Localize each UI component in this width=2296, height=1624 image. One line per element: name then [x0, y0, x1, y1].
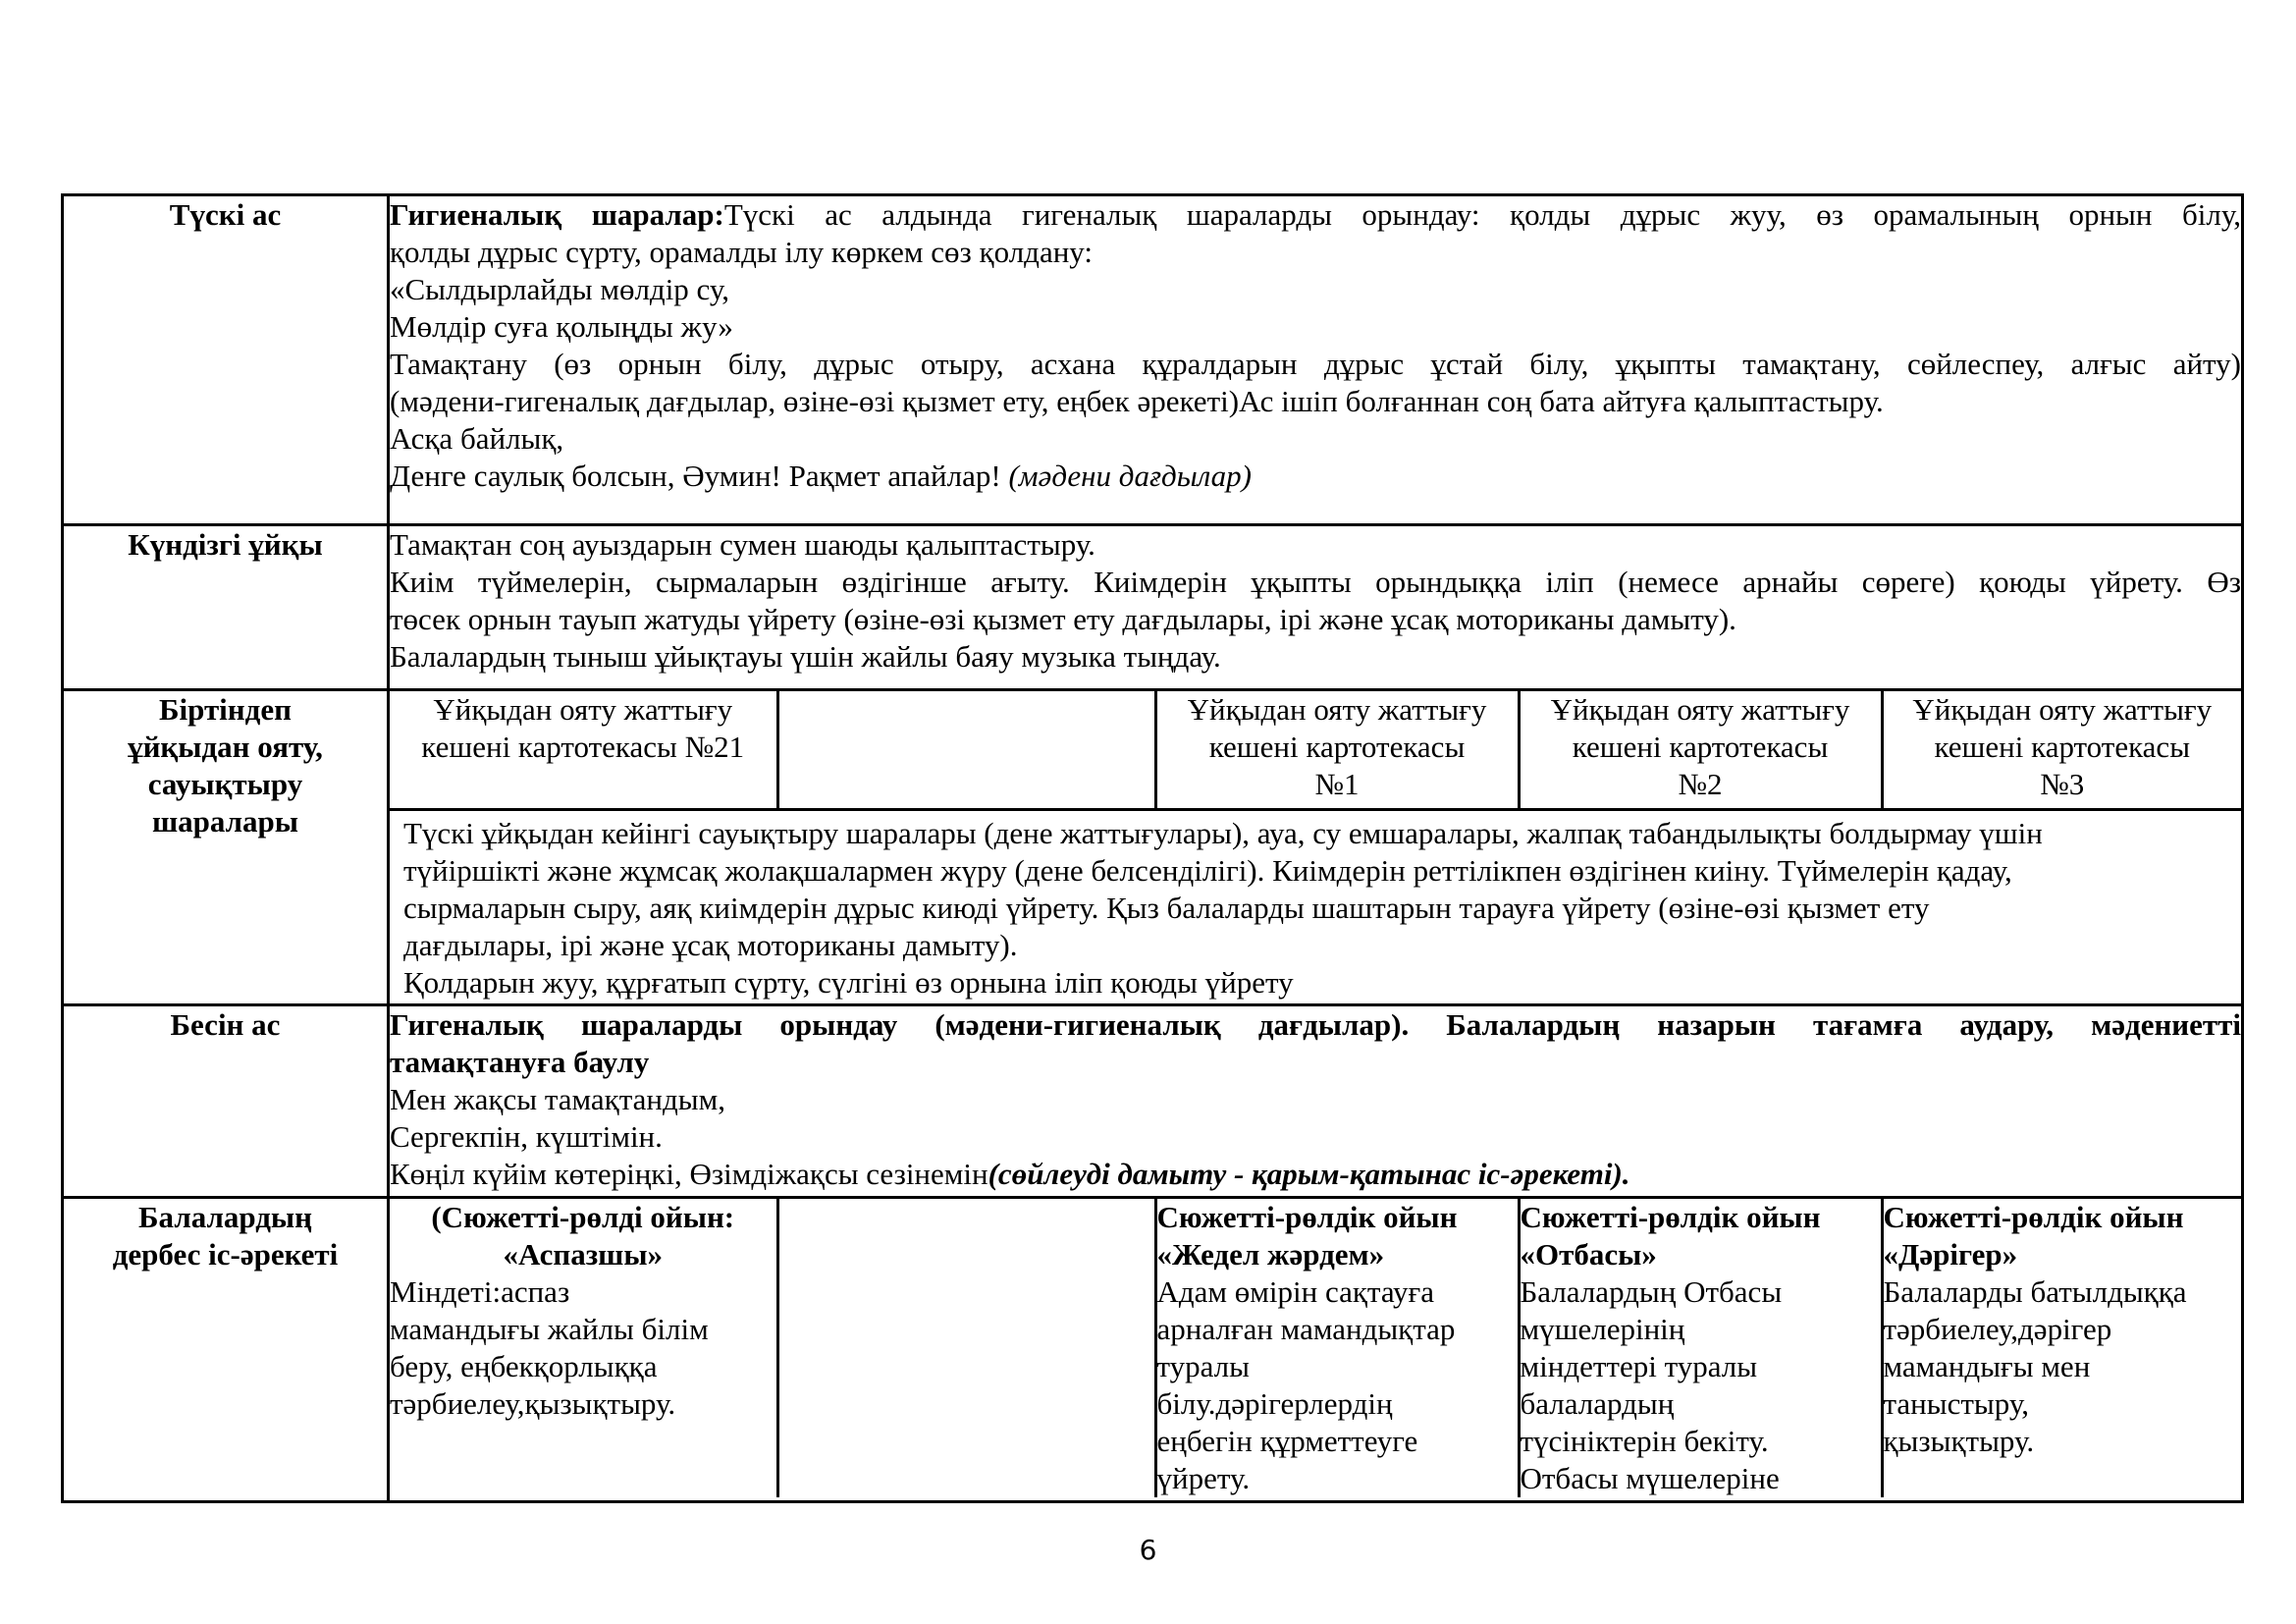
exercise-card-21: Ұйқыдан ояту жаттығу кешені картотекасы №21 — [390, 691, 777, 809]
wakeup-measures: Түскі ұйқыдан кейінгі сауықтыру шаралары (дене жаттығулары), ауа, су емшаралары, жалпақ табандылықты болдырмау үшін түйіршікті және жұмсақ жолақшалармен жүру (дене белсенділігі). Киімдерін реттілікпен өздігінен киіну. Түймелерін қадау, сырмаларын сыру, аяқ киімдерін дұрыс киюді үйрету. Қыз балаларды шаштарын тарауға үйрету (өзіне-өзі қызмет ету дағдылары, ірі және ұсақ моториканы дамыту). Қолдарын жуу, құрғатып сүрту, сүлгіні өз орнына іліп қоюды үйрету — [403, 815, 2043, 1000]
game-empty — [777, 1199, 1155, 1497]
row-label-wakeup: Біртіндеп ұйқыдан ояту, сауықтыру шаралары — [63, 690, 389, 1005]
wakeup-inner-table — [390, 691, 2241, 1003]
exercise-card-3: Ұйқыдан ояту жаттығу кешені картотекасы №3 — [1882, 691, 2241, 809]
row-activity — [63, 1197, 2243, 1501]
wakeup-content — [389, 690, 2243, 1005]
row-label-lunch: Түскі ас — [63, 195, 389, 525]
row-label-snack: Бесін ас — [63, 1004, 389, 1197]
activity-content — [389, 1197, 2243, 1501]
row-label-nap: Күндізгі ұйқы — [63, 525, 389, 690]
hygiene-title: Гигиеналық шаралар: — [390, 197, 724, 232]
row-snack — [63, 1004, 2243, 1197]
exercise-card-1: Ұйқыдан ояту жаттығу кешені картотекасы №1 — [1155, 691, 1519, 809]
lunch-content: Гигиеналық шаралар:Түскі ас алдында гигеналық шараларды орындау: қолды дұрыс жуу, өз орамалының орнын білу, қолды дұрыс сүрту, орамалды ілу көркем сөз қолдану: «Сылдырлайды мөлдір су, Мөлдір суға қолыңды жу» Тамақтану (өз орнын білу, дұрыс отыру, асхана құралдарын дұрыс ұстай білу, ұқыпты тамақтану, сөйлеспеу, алғыс айту) (мәдени-гигеналық дағдылар, өзіне-өзі қызмет ету, еңбек әрекеті)Ас ішіп болғаннан соң бата айтуға қалыптастыру. Асқа байлық, Денге саулық болсын, Әумин! Рақмет апайлар! (мәдени дағдылар) — [389, 195, 2243, 525]
activity-inner-table — [390, 1199, 2241, 1497]
nap-content: Тамақтан соң ауыздарын сумен шаюды қалыптастыру. Киім түймелерін, сырмаларын өздігінше ағыту. Киімдерін ұқыпты орындыққа іліп (немесе арнайы сөреге) қоюды үйрету. Өз төсек орнын тауып жатуды үйрету (өзіне-өзі қызмет ету дағдылары, ірі және ұсақ моториканы дамыту). Балалардың тыныш ұйықтауы үшін жайлы баяу музыка тыңдау. — [389, 525, 2243, 690]
exercise-card-empty — [777, 691, 1155, 809]
row-wakeup — [63, 690, 2243, 1005]
exercise-card-2: Ұйқыдан ояту жаттығу кешені картотекасы №2 — [1519, 691, 1882, 809]
game-family: Сюжетті-рөлдік ойын «Отбасы» Балалардың Отбасы мүшелерінің міндеттері туралы балалардың түсініктерін бекіту. Отбасы мүшелеріне — [1519, 1199, 1882, 1497]
game-ambulance: Сюжетті-рөлдік ойын «Жедел жәрдем» Адам өмірін сақтауға арналған мамандықтар туралы білу.дәрігерлердің еңбегін құрметтеуге үйрету. — [1155, 1199, 1519, 1497]
page-number: 6 — [1139, 1534, 1157, 1566]
daily-plan-table — [61, 193, 2244, 1503]
row-label-activity: Балалардың дербес іс-әрекеті — [63, 1197, 389, 1501]
game-cook: (Сюжетті-рөлді ойын: «Аспазшы» Міндеті:аспаз мамандығы жайлы білім беру, еңбекқорлыққа тәрбиелеу,қызықтыру. — [390, 1199, 735, 1421]
snack-content: Гигеналық шараларды орындау (мәдени-гигиеналық дағдылар). Балалардың назарын тағамға аудару, мәдениетті тамақтануға баулу Мен жақсы тамақтандым, Сергекпін, күштімін. Көңіл күйім көтеріңкі, Өзімдіжақсы сезінемін(сөйлеуді дамыту - қарым-қатынас іс-әрекеті). — [389, 1004, 2243, 1197]
row-nap — [63, 525, 2243, 690]
row-lunch — [63, 195, 2243, 525]
game-doctor: Сюжетті-рөлдік ойын «Дәрігер» Балаларды батылдыққа тәрбиелеу,дәрігер мамандығы мен таныстыру, қызықтыру. — [1882, 1199, 2241, 1497]
